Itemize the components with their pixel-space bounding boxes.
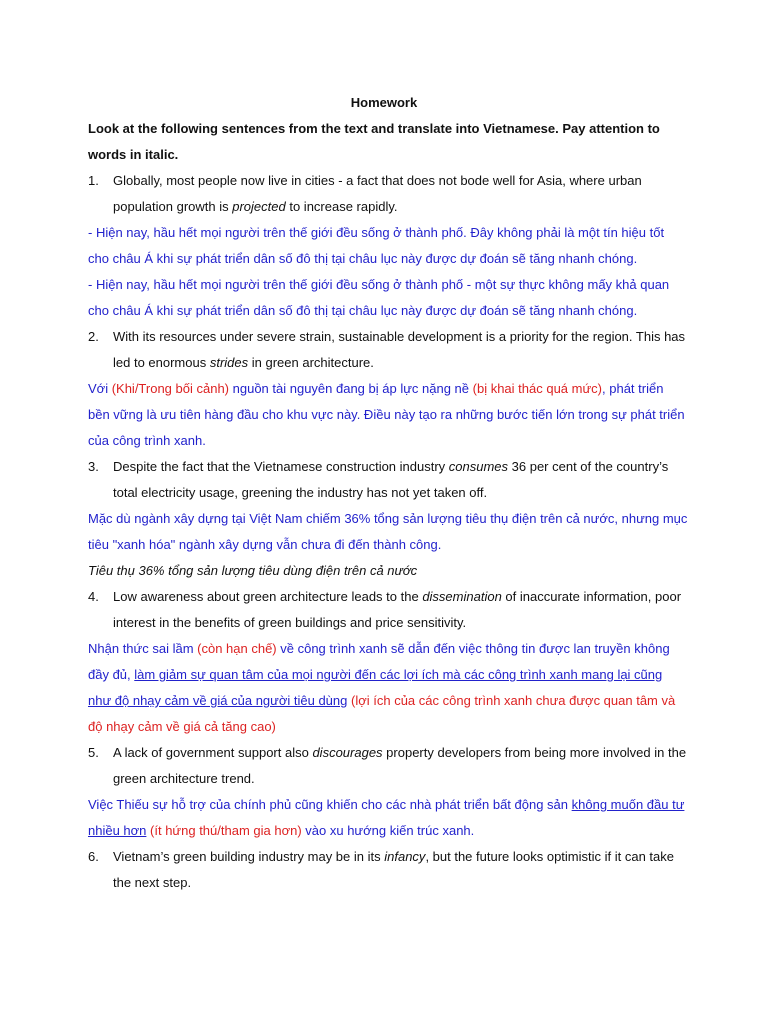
- italic-word: consumes: [448, 459, 509, 474]
- question-text: Globally, most people now live in cities - a fact that does not bode well for Asia, where urban population growth is projected to increase rapidly.: [113, 173, 642, 214]
- italic-word: discourages: [312, 745, 383, 760]
- page-title: Homework: [350, 95, 418, 110]
- note-red: (còn hạn chế): [197, 641, 277, 656]
- translation-1b: - Hiện nay, hầu hết mọi người trên thế giới đều sống ở thành phố - một sự thực không mấy khả quan cho châu Á khi sự phát triển dân số đô thị tại châu lục này được dự đoán sẽ tăng nhanh chóng.: [88, 277, 670, 318]
- question-5: [88, 740, 688, 792]
- question-number: 1.: [88, 173, 99, 188]
- question-number: 2.: [88, 329, 99, 344]
- translation-3-note: Tiêu thụ 36% tổng sản lượng tiêu dùng điện trên cả nước: [88, 563, 418, 578]
- translation-3: Mặc dù ngành xây dựng tại Việt Nam chiếm 36% tổng sản lượng tiêu thụ điện trên cả nước, nhưng mục tiêu "xanh hóa" ngành xây dựng vẫn chưa đi đến thành công.: [88, 511, 688, 552]
- question-number: 4.: [88, 589, 99, 604]
- underlined-text: không muốn đầu tư nhiều hơn: [88, 797, 685, 838]
- note-red: (bị khai thác quá mức): [472, 381, 603, 396]
- italic-word: projected: [232, 199, 286, 214]
- underlined-text: làm giảm sự quan tâm của mọi người đến các lợi ích mà các công trình xanh mang lại cũng như độ nhạy cảm về giá của người tiêu dùng: [88, 667, 663, 708]
- question-text: Despite the fact that the Vietnamese construction industry consumes 36 per cent of the country’s total electricity usage, greening the industry has not yet taken off.: [113, 459, 669, 500]
- question-3: [88, 454, 688, 506]
- translation-5: Việc Thiếu sự hỗ trợ của chính phủ cũng khiến cho các nhà phát triển bất động sản không muốn đầu tư nhiều hơn (ít hứng thú/tham gia hơn) vào xu hướng kiến trúc xanh.: [88, 797, 685, 838]
- question-text: Vietnam’s green building industry may be in its infancy, but the future looks optimistic if it can take the next step.: [113, 849, 674, 890]
- italic-word: infancy: [384, 849, 426, 864]
- question-number: 3.: [88, 459, 99, 474]
- question-6: [88, 844, 688, 896]
- note-red: (ít hứng thú/tham gia hơn): [150, 823, 302, 838]
- instruction: Look at the following sentences from the text and translate into Vietnamese. Pay attention to words in italic.: [88, 121, 660, 162]
- italic-word: dissemination: [422, 589, 502, 604]
- question-1: [88, 168, 688, 220]
- question-text: Low awareness about green architecture leads to the dissemination of inaccurate information, poor interest in the benefits of green buildings and price sensitivity.: [113, 589, 682, 630]
- italic-word: strides: [209, 355, 249, 370]
- question-number: 6.: [88, 849, 99, 864]
- question-2: [88, 324, 688, 376]
- translation-2: Với (Khi/Trong bối cảnh) nguồn tài nguyên đang bị áp lực nặng nề (bị khai thác quá mức), phát triển bền vững là ưu tiên hàng đầu cho khu vực này. Điều này tạo ra những bước tiến lớn trong sự phát triển của công trình xanh.: [88, 381, 685, 448]
- document-body: [88, 116, 688, 896]
- question-4: [88, 584, 688, 636]
- question-number: 5.: [88, 745, 99, 760]
- note-red: (lợi ích của các công trình xanh chưa được quan tâm và độ nhạy cảm về giá cả tăng cao): [88, 693, 676, 734]
- translation-1a: - Hiện nay, hầu hết mọi người trên thế giới đều sống ở thành phố. Đây không phải là một tín hiệu tốt cho châu Á khi sự phát triển dân số đô thị tại châu lục này được dự đoán sẽ tăng nhanh chóng.: [88, 225, 665, 266]
- translation-4: Nhận thức sai lầm (còn hạn chế) về công trình xanh sẽ dẫn đến việc thông tin được lan truyền không đầy đủ, làm giảm sự quan tâm của mọi người đến các lợi ích mà các công trình xanh mang lại cũng như độ nhạy cảm về giá của người tiêu dùng (lợi ích của các công trình xanh chưa được quan tâm và độ nhạy cảm về giá cả tăng cao): [88, 641, 676, 734]
- question-text: A lack of government support also discourages property developers from being more involved in the green architecture trend.: [113, 745, 687, 786]
- note-red: (Khi/Trong bối cảnh): [111, 381, 230, 396]
- question-text: With its resources under severe strain, sustainable development is a priority for the region. This has led to enormous strides in green architecture.: [113, 329, 686, 370]
